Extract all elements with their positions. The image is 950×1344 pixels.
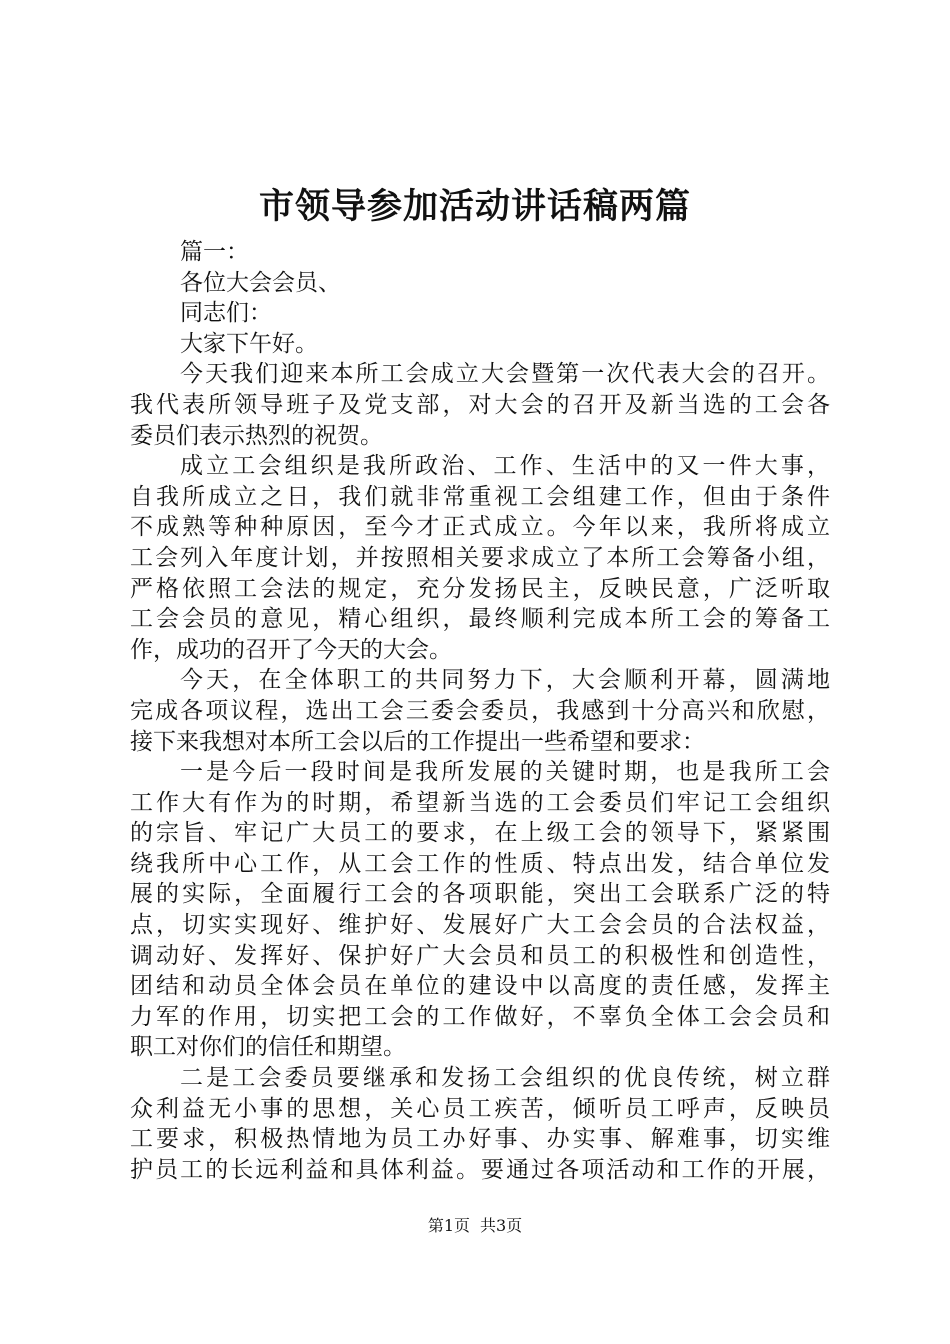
page-total: 共3页 [480, 1216, 523, 1235]
text-line: 今天，在全体职工的共同努力下，大会顺利开幕，圆满地 [180, 667, 830, 694]
text-line: 今天我们迎来本所工会成立大会暨第一次代表大会的召开。 [180, 361, 830, 388]
text-line: 绕我所中心工作，从工会工作的性质、特点出发，结合单位发 [130, 850, 830, 877]
text-line: 调动好、发挥好、保护好广大会员和员工的积极性和创造性， [130, 942, 830, 969]
text-line: 篇一： [180, 239, 249, 265]
text-line: 工会列入年度计划，并按照相关要求成立了本所工会筹备小组， [130, 544, 830, 571]
document-title: 市领导参加活动讲话稿两篇 [258, 186, 691, 227]
text-line: 展的实际，全面履行工会的各项职能，突出工会联系广泛的特 [130, 881, 830, 908]
text-line: 的宗旨、牢记广大员工的要求，在上级工会的领导下，紧紧围 [130, 820, 830, 847]
text-line: 工作大有作为的时期，希望新当选的工会委员们牢记工会组织 [130, 789, 830, 816]
text-line: 大家下午好。 [180, 330, 318, 357]
text-line: 众利益无小事的思想，关心员工疾苦，倾听员工呼声，反映员 [130, 1095, 830, 1122]
text-line: 工要求，积极热情地为员工办好事、办实事、解难事，切实维 [130, 1126, 830, 1153]
text-line: 自我所成立之日，我们就非常重视工会组建工作，但由于条件 [130, 483, 830, 510]
text-line: 同志们： [180, 300, 272, 327]
text-line: 作，成功的召开了今天的大会。 [130, 636, 452, 663]
text-line: 二是工会委员要继承和发扬工会组织的优良传统，树立群 [180, 1065, 830, 1092]
text-line: 完成各项议程，选出工会三委会委员，我感到十分高兴和欣慰， [130, 697, 830, 724]
document-body [130, 237, 830, 1185]
text-line: 接下来我想对本所工会以后的工作提出一些希望和要求： [130, 728, 705, 755]
text-line: 力军的作用，切实把工会的工作做好，不辜负全体工会会员和 [130, 1003, 830, 1030]
text-line: 团结和动员全体会员在单位的建设中以高度的责任感，发挥主 [130, 973, 830, 1000]
page-footer [0, 1214, 950, 1238]
text-line: 我代表所领导班子及党支部，对大会的召开及新当选的工会各 [130, 391, 830, 418]
text-line: 护员工的长远利益和具体利益。要通过各项活动和工作的开展， [130, 1156, 830, 1183]
text-line: 严格依照工会法的规定，充分发扬民主，反映民意，广泛听取 [130, 575, 830, 602]
text-line: 不成熟等种种原因，至今才正式成立。今年以来，我所将成立 [130, 514, 830, 541]
text-line: 工会会员的意见，精心组织，最终顺利完成本所工会的筹备工 [130, 606, 830, 633]
text-line: 一是今后一段时间是我所发展的关键时期，也是我所工会 [180, 759, 830, 786]
text-line: 各位大会会员、 [180, 269, 341, 296]
text-line: 点，切实实现好、维护好、发展好广大工会会员的合法权益， [130, 912, 830, 939]
text-line: 委员们表示热烈的祝贺。 [130, 422, 383, 449]
text-line: 职工对你们的信任和期望。 [130, 1034, 406, 1061]
page-number: 第1页 [427, 1216, 470, 1235]
text-line: 成立工会组织是我所政治、工作、生活中的又一件大事， [180, 453, 830, 480]
